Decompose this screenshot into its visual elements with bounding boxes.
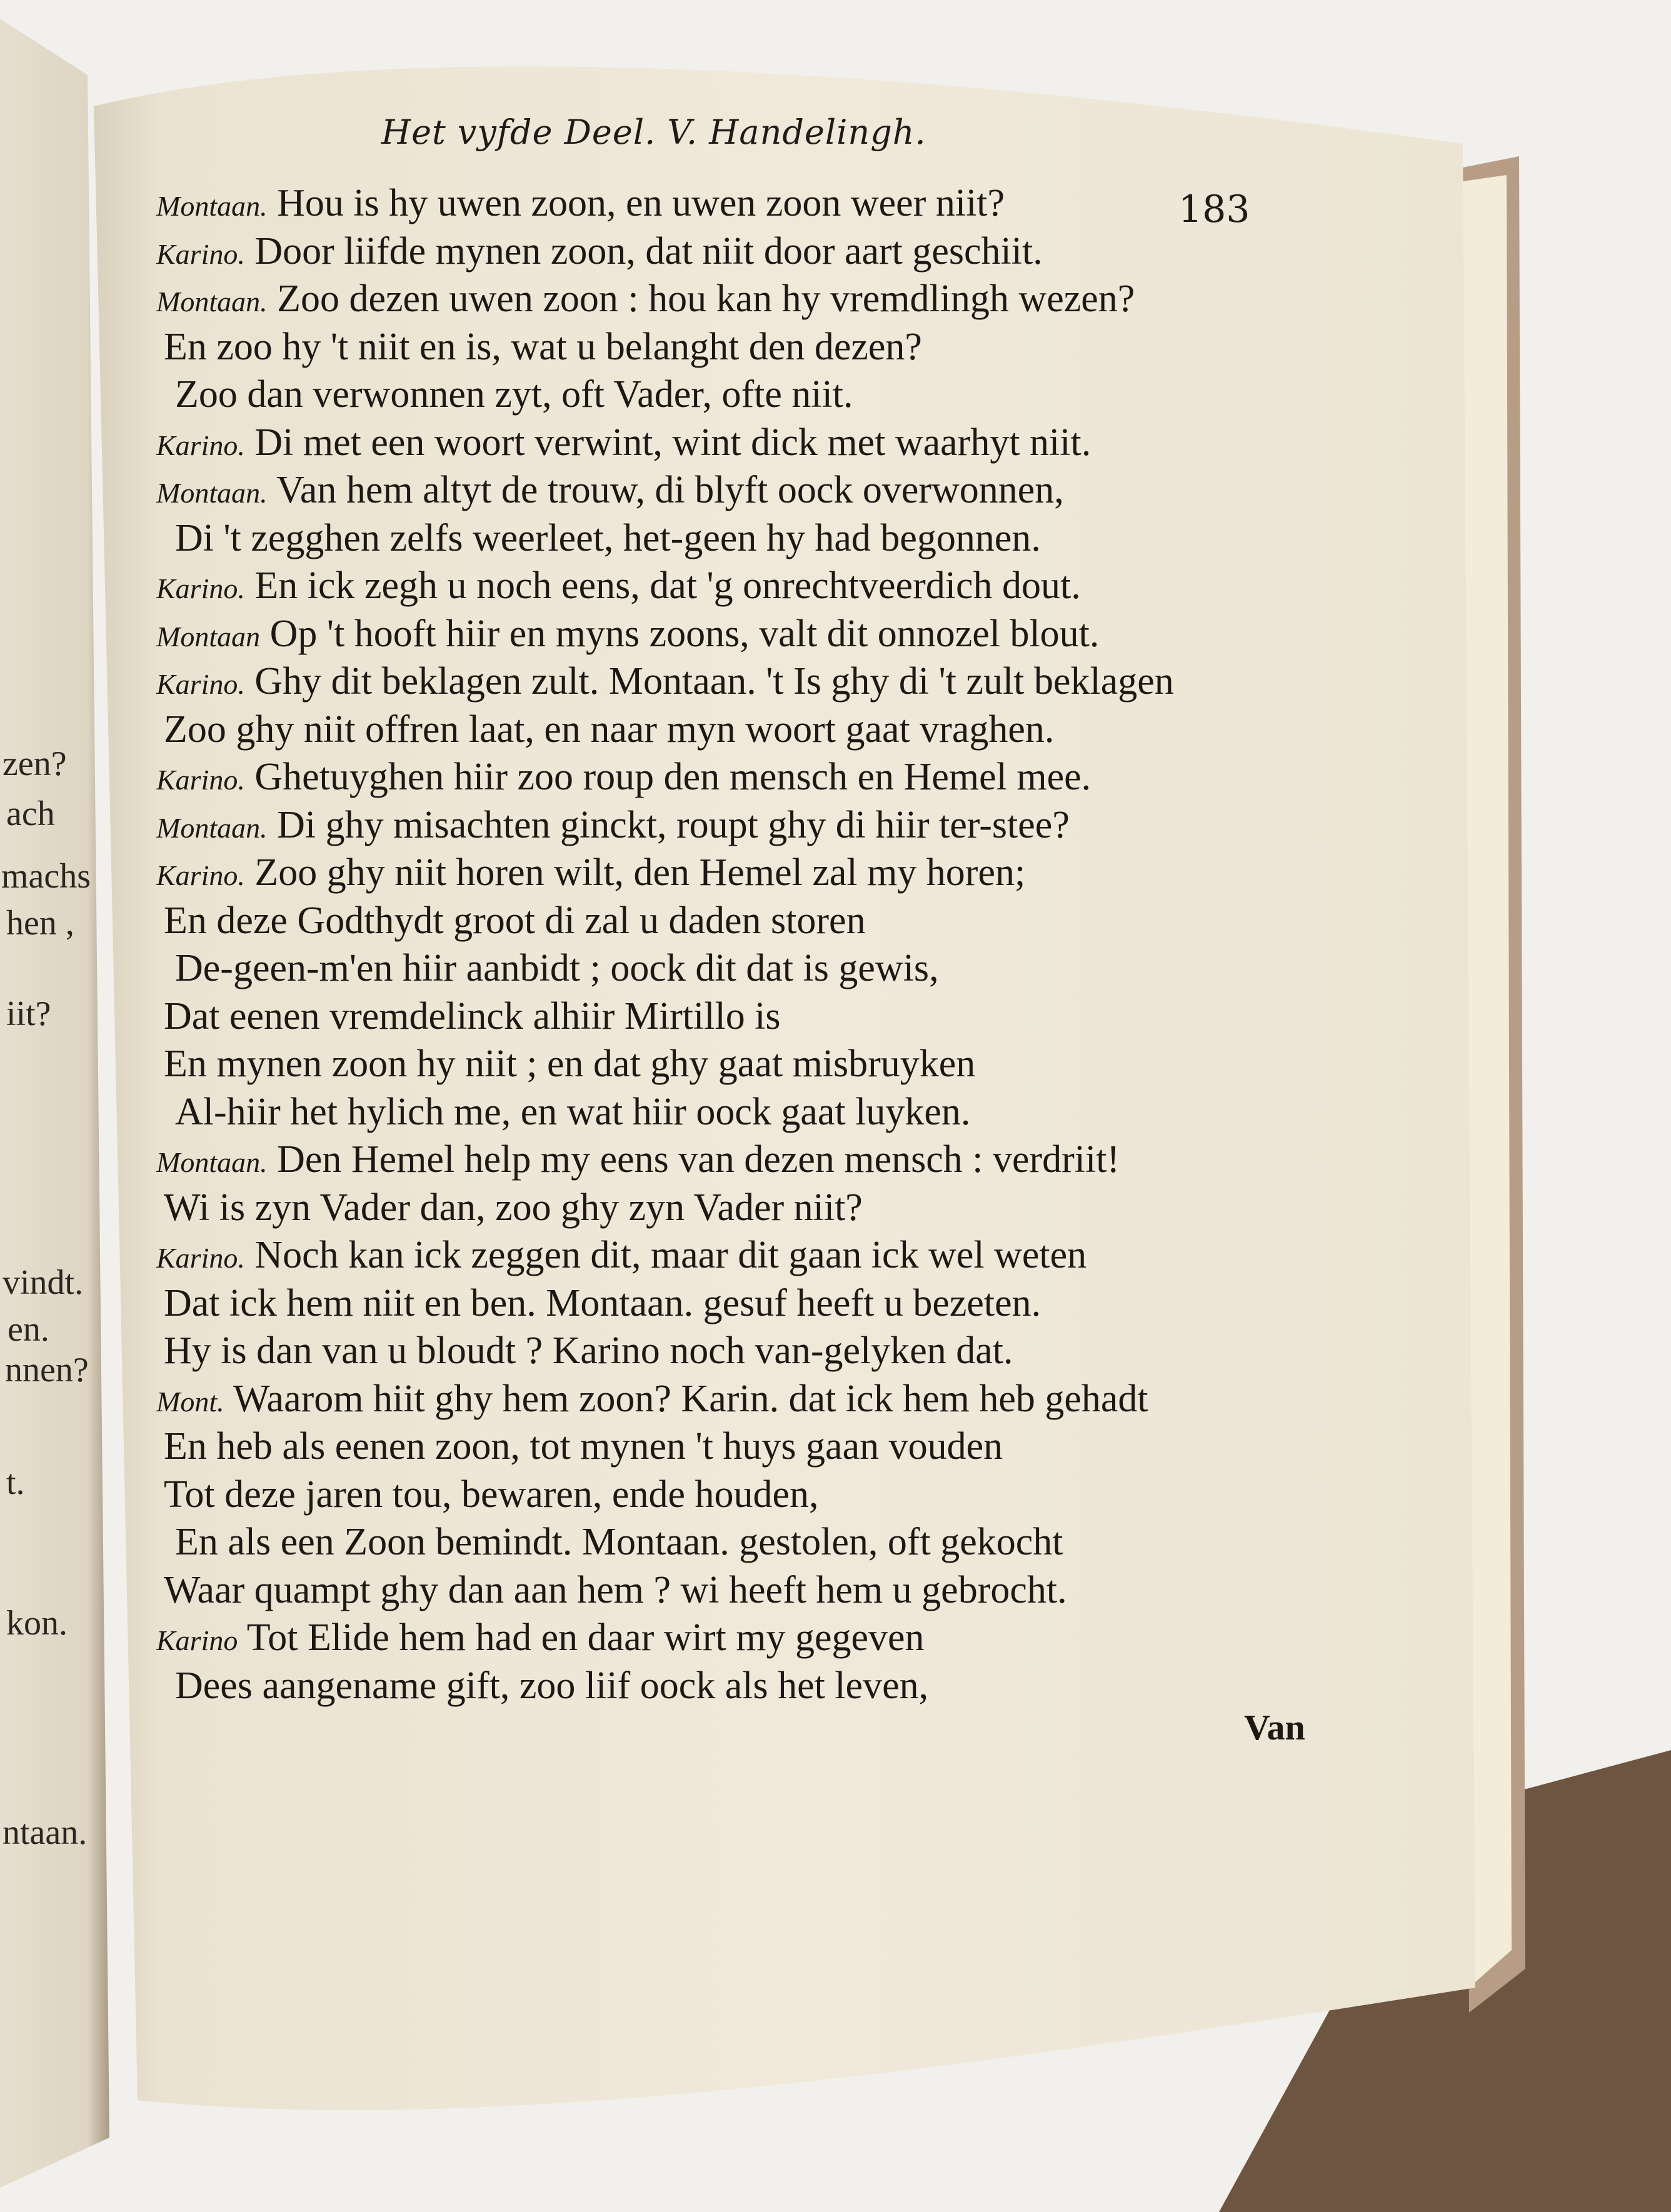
verse-text: Zoo dezen uwen zoon : hou kan hy vremdlingh wezen? — [277, 278, 1135, 320]
speaker-name: Karino — [156, 1624, 238, 1656]
verse-line — [164, 899, 866, 943]
verse-text: Di met een woort verwint, wint dick met waarhyt niit. — [254, 421, 1091, 464]
running-head: Het vyfde Deel. V. Handelingh. — [381, 113, 926, 152]
speaker-name: Karino. — [156, 859, 245, 891]
verse-line — [164, 1042, 975, 1086]
verse-line — [156, 468, 1064, 513]
verse-line — [156, 659, 1174, 704]
left-fragment: vindt. — [3, 1263, 84, 1302]
verse-text: Tot deze jaren tou, bewaren, ende houden, — [164, 1473, 819, 1516]
verse-text: Den Hemel help my eens van dezen mensch : verdriit! — [277, 1138, 1120, 1181]
verse-line — [164, 708, 1054, 752]
verse-text: En deze Godthydt groot di zal u daden storen — [164, 899, 866, 942]
verse-text: Di ghy misachten ginckt, roupt ghy di hiir ter-stee? — [277, 803, 1070, 846]
verse-line — [164, 1281, 1041, 1326]
verse-line — [156, 277, 1135, 321]
verse-text: Van hem altyt de trouw, di blyft oock overwonnen, — [276, 469, 1064, 511]
verse-line — [164, 994, 781, 1039]
page-number: 183 — [1178, 188, 1250, 231]
verse-line — [164, 325, 922, 369]
speaker-name: Karino. — [156, 429, 245, 461]
verse-text: En als een Zoon bemindt. Montaan. gestolen, oft gekocht — [175, 1521, 1063, 1563]
speaker-name: Montaan. — [156, 477, 268, 509]
left-fragment: t. — [6, 1463, 25, 1502]
verse-text: Al-hiir het hylich me, en wat hiir oock gaat luyken. — [175, 1090, 971, 1133]
left-fragment: kon. — [6, 1604, 68, 1643]
verse-text: Dat eenen vremdelinck alhiir Mirtillo is — [164, 994, 781, 1038]
speaker-name: Montaan. — [156, 190, 268, 222]
verse-line — [175, 1664, 928, 1708]
verse-text: Dees aangename gift, zoo liif oock als het leven, — [175, 1664, 929, 1707]
verse-line — [164, 1473, 819, 1517]
left-fragment: nnen? — [5, 1351, 89, 1389]
verse-text: Door liifde mynen zoon, dat niit door aart geschiit. — [254, 229, 1043, 273]
verse-text: De-geen-m'en hiir aanbidt ; oock dit dat is gewis, — [175, 947, 939, 989]
verse-text: Ghetuyghen hiir zoo roup den mensch en Hemel mee. — [254, 756, 1091, 798]
left-fragment: ntaan. — [3, 1813, 88, 1852]
speaker-name: Montaan — [156, 620, 261, 653]
verse-line — [164, 1329, 1013, 1373]
speaker-name: Montaan. — [156, 286, 268, 318]
verse-line — [156, 755, 1091, 799]
speaker-name: Karino. — [156, 764, 245, 796]
verse-text: Hy is dan van u bloudt ? Karino noch van-gelyken dat. — [164, 1329, 1013, 1372]
verse-text: En ick zegh u noch eens, dat 'g onrechtveerdich dout. — [254, 564, 1081, 607]
verse-text: Wi is zyn Vader dan, zoo ghy zyn Vader niit? — [164, 1186, 863, 1229]
verse-line — [156, 181, 1005, 226]
verse-text: Dat ick hem niit en ben. Montaan. gesuf heeft u bezeten. — [164, 1281, 1041, 1324]
verse-line — [175, 946, 939, 991]
verse-text: Zoo ghy niit offren laat, en naar myn woort gaat vraghen. — [164, 708, 1055, 751]
verse-text: En mynen zoon hy niit ; en dat ghy gaat misbruyken — [164, 1043, 976, 1085]
verse-line — [164, 1568, 1067, 1613]
left-fragment: zen? — [3, 744, 67, 783]
verse-text: Di 't zegghen zelfs weerleet, het-geen hy had begonnen. — [175, 516, 1041, 559]
verse-text: Waarom hiit ghy hem zoon? Karin. dat ick hem heb gehadt — [233, 1377, 1148, 1420]
verse-text: Zoo ghy niit horen wilt, den Hemel zal my horen; — [254, 851, 1026, 894]
verse-text: Tot Elide hem had en daar wirt my gegeven — [246, 1616, 925, 1659]
verse-text: Hou is hy uwen zoon, en uwen zoon weer niit? — [277, 182, 1005, 224]
verse-text: Ghy dit beklagen zult. Montaan. 't Is ghy di 't zult beklagen — [254, 660, 1174, 703]
verse-line — [156, 1233, 1086, 1278]
speaker-name: Montaan. — [156, 811, 268, 844]
left-fragment: machs — [1, 857, 91, 896]
left-fragment: en. — [8, 1310, 49, 1349]
verse-line — [175, 1520, 1063, 1564]
speaker-name: Karino. — [156, 1242, 245, 1274]
verse-line — [164, 1424, 1003, 1469]
verse-line — [175, 373, 853, 417]
verse-line — [156, 803, 1070, 848]
verse-line — [156, 421, 1091, 465]
verse-text: Op 't hooft hiir en myns zoons, valt dit onnozel blout. — [269, 612, 1100, 655]
verse-line — [156, 229, 1043, 274]
verse-text: En zoo hy 't niit en is, wat u belanght den dezen? — [164, 325, 922, 368]
verse-text: Noch kan ick zeggen dit, maar dit gaan ick wel weten — [254, 1234, 1087, 1276]
left-fragment: iit? — [6, 994, 51, 1033]
verse-text: Zoo dan verwonnen zyt, oft Vader, ofte niit. — [175, 373, 853, 416]
speaker-name: Karino. — [156, 668, 245, 700]
verse-line — [156, 1138, 1120, 1182]
verse-line — [156, 851, 1025, 895]
verse-line — [175, 1090, 970, 1134]
verse-line — [156, 564, 1081, 608]
speaker-name: Montaan. — [156, 1146, 268, 1178]
left-fragment: hen , — [6, 904, 74, 943]
verse-text: En heb als eenen zoon, tot mynen 't huys gaan vouden — [164, 1425, 1003, 1468]
verse-line — [164, 1186, 863, 1230]
catchword: Van — [1244, 1707, 1305, 1748]
verse-line — [156, 1377, 1148, 1421]
speaker-name: Mont. — [156, 1385, 224, 1418]
verse-line — [156, 612, 1099, 656]
speaker-name: Karino. — [156, 573, 245, 604]
speaker-name: Karino. — [156, 238, 245, 270]
verse-line — [156, 1616, 925, 1660]
verse-line — [175, 516, 1041, 561]
verse-text: Waar quampt ghy dan aan hem ? wi heeft hem u gebrocht. — [164, 1568, 1067, 1611]
left-fragment: ach — [6, 794, 55, 833]
